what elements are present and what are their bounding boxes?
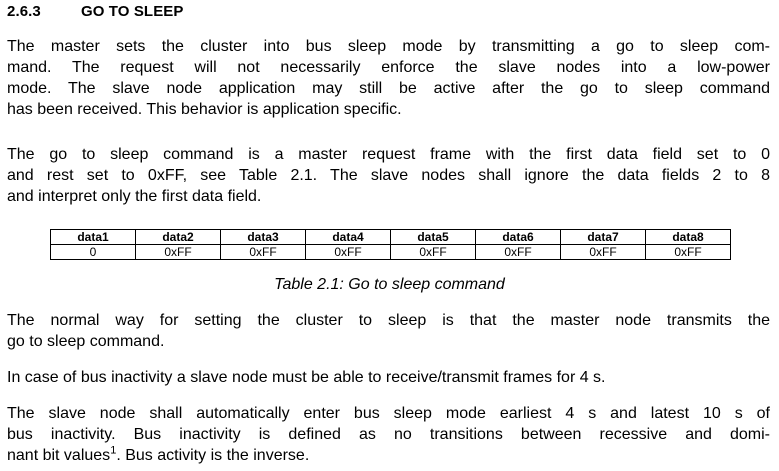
table-cell: 0xFF — [136, 245, 221, 260]
table-cell: 0xFF — [391, 245, 476, 260]
table-cell: 0xFF — [646, 245, 731, 260]
table-header-cell: data6 — [476, 230, 561, 245]
table-row — [51, 245, 731, 260]
paragraph-normal-sleep — [7, 310, 770, 352]
go-to-sleep-table — [50, 229, 731, 260]
table-cell: 0xFF — [476, 245, 561, 260]
table-cell: 0xFF — [561, 245, 646, 260]
paragraph-line: The master sets the cluster into bus sleep mode by transmitting a go to sleep com- — [7, 38, 770, 55]
paragraph-line: The slave node shall automatically enter bus sleep mode earliest 4 s and latest 10 s of — [7, 405, 770, 422]
paragraph-line: mode. The slave node application may still be active after the go to sleep command — [7, 80, 770, 97]
table-cell: 0xFF — [306, 245, 391, 260]
footnote-marker[interactable]: 1 — [110, 444, 117, 457]
table-cell: 0 — [51, 245, 136, 260]
paragraph-line: In case of bus inactivity a slave node must be able to receive/transmit frames for 4 s. — [7, 369, 606, 386]
paragraph-line: bus inactivity. Bus inactivity is defined as no transitions between recessive and domi- — [7, 426, 770, 443]
paragraph-inactivity — [7, 367, 770, 388]
section-title: GO TO SLEEP — [81, 3, 184, 20]
line-text: . Bus activity is the inverse. — [116, 447, 310, 464]
table-header-row — [51, 230, 731, 245]
paragraph-line: go to sleep command. — [7, 333, 165, 350]
paragraph-line: mand. The request will not necessarily enforce the slave nodes into a low-power — [7, 59, 770, 76]
table-header-cell: data5 — [391, 230, 476, 245]
paragraph-line — [7, 445, 770, 466]
line-text: nant bit values — [7, 447, 111, 464]
paragraph-command-definition — [7, 144, 770, 207]
paragraph-intro — [7, 36, 770, 120]
table-header-cell: data1 — [51, 230, 136, 245]
table-header-cell: data8 — [646, 230, 731, 245]
paragraph-line: The normal way for setting the cluster to sleep is that the master node transmits the — [7, 312, 770, 329]
paragraph-line: has been received. This behavior is application specific. — [7, 101, 402, 118]
paragraph-line: The go to sleep command is a master request frame with the first data field set to 0 — [7, 146, 770, 163]
table-header-cell: data3 — [221, 230, 306, 245]
table-header-cell: data7 — [561, 230, 646, 245]
section-heading — [7, 3, 184, 20]
table-header-cell: data4 — [306, 230, 391, 245]
paragraph-line: and rest set to 0xFF, see Table 2.1. The slave nodes shall ignore the data fields 2 to 8 — [7, 167, 770, 184]
paragraph-auto-sleep — [7, 403, 770, 466]
table-cell: 0xFF — [221, 245, 306, 260]
table-caption: Table 2.1: Go to sleep command — [274, 276, 505, 293]
section-number: 2.6.3 — [7, 3, 41, 20]
table-header-cell: data2 — [136, 230, 221, 245]
paragraph-line: and interpret only the first data field. — [7, 188, 262, 205]
